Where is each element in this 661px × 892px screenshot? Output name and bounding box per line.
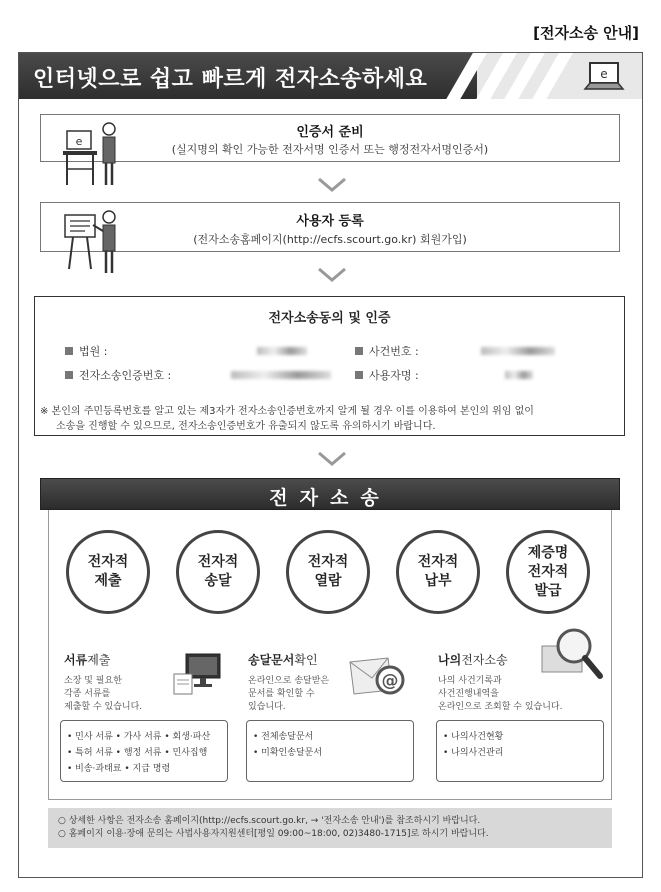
column-item-box: • 나의사건현황 • 나의사건관리 xyxy=(436,720,604,782)
consent-note: ※ 본인의 주민등록번호를 알고 있는 제3자가 전자소송인증번호까지 알게 될 경우 이를 이용하여 본인의 위임 없이 xyxy=(40,406,534,417)
svg-text:e: e xyxy=(75,135,83,148)
auth-number-field: 전자소송인증번호 : xyxy=(65,367,171,383)
footnote-box xyxy=(48,808,612,848)
laptop-icon xyxy=(583,61,625,93)
circle-payment: 전자적 납부 xyxy=(396,530,480,614)
court-field: 법원 : xyxy=(65,343,107,359)
svg-text:@: @ xyxy=(381,671,399,691)
column-delivery-check xyxy=(248,651,329,714)
redacted-case-number xyxy=(481,347,555,355)
column-description: 온라인으로 송달받은 문서를 확인할 수 있습니다. xyxy=(248,676,330,712)
litigation-title: 전자소송 xyxy=(269,487,391,509)
redacted-auth-number xyxy=(231,371,331,379)
bullet-square-icon xyxy=(355,371,363,379)
circle-submission: 전자적 제출 xyxy=(66,530,150,614)
column-title: 서류제출 xyxy=(64,653,111,667)
column-title: 나의전자소송 xyxy=(438,653,508,667)
circle-certificate: 제증명 전자적 발급 xyxy=(506,530,590,614)
column-description: 나의 사건기록과 사건진행내역을 온라인으로 조회할 수 있습니다. xyxy=(438,676,563,712)
redacted-court xyxy=(257,347,307,355)
banner xyxy=(19,53,642,99)
step-registration xyxy=(40,202,620,252)
redacted-user-name xyxy=(505,371,533,379)
email-icon xyxy=(348,656,406,696)
step-certificate xyxy=(40,114,620,162)
footnote-line: ○ 상세한 사항은 전자소송 홈페이지(http://ecfs.scourt.go.kr, → '전자소송 안내')를 참조하시기 바랍니다. xyxy=(58,816,481,826)
litigation-title-bar xyxy=(40,478,620,510)
step-certificate-title: 인증서 준비 xyxy=(296,125,364,140)
circle-service: 전자적 송달 xyxy=(176,530,260,614)
chevron-down-icon xyxy=(318,452,346,466)
step-registration-subtitle: (전자소송홈페이지(http://ecfs.scourt.go.kr) 회원가입) xyxy=(193,233,467,246)
column-title: 송달문서확인 xyxy=(248,653,318,667)
bullet-square-icon xyxy=(65,371,73,379)
column-description: 소장 및 필요한 각종 서류를 제출할 수 있습니다. xyxy=(64,676,143,712)
chevron-down-icon xyxy=(318,268,346,282)
column-item-box: • 전체송달문서 • 미확인송달문서 xyxy=(246,720,414,782)
bullet-square-icon xyxy=(355,347,363,355)
svg-text:e: e xyxy=(600,67,608,81)
footnote-line: ○ 홈페이지 이용·장애 문의는 사법사용자지원센터[평일 09:00~18:00, 02)3480-1715]로 하시기 바랍니다. xyxy=(58,829,489,839)
page-title: [전자소송 안내] xyxy=(533,24,639,42)
column-document-submission xyxy=(64,651,142,714)
circle-viewing: 전자적 열람 xyxy=(286,530,370,614)
case-number-field: 사건번호 : xyxy=(355,343,419,359)
step-certificate-subtitle: (실지명의 확인 가능한 전자서명 인증서 또는 행정전자서명인증서) xyxy=(171,143,489,156)
user-name-field: 사용자명 : xyxy=(355,367,419,383)
column-item-box: • 민사 서류 • 가사 서류 • 회생·파산 • 특허 서류 • 행정 서류 • 민사집행 • 비송·과태료 • 지급 명령 xyxy=(60,720,228,782)
banner-title: 인터넷으로 쉽고 빠르게 전자소송하세요 xyxy=(33,67,428,92)
step-registration-title: 사용자 등록 xyxy=(296,214,364,229)
consent-note: 소송을 진행할 수 있으므로, 전자소송인증번호가 유출되지 않도록 유의하시기 바랍니다. xyxy=(56,421,436,432)
magnifier-icon xyxy=(540,626,606,682)
monitor-icon xyxy=(172,652,222,696)
chevron-down-icon xyxy=(318,178,346,192)
consent-title: 전자소송동의 및 인증 xyxy=(268,311,391,326)
bullet-square-icon xyxy=(65,347,73,355)
